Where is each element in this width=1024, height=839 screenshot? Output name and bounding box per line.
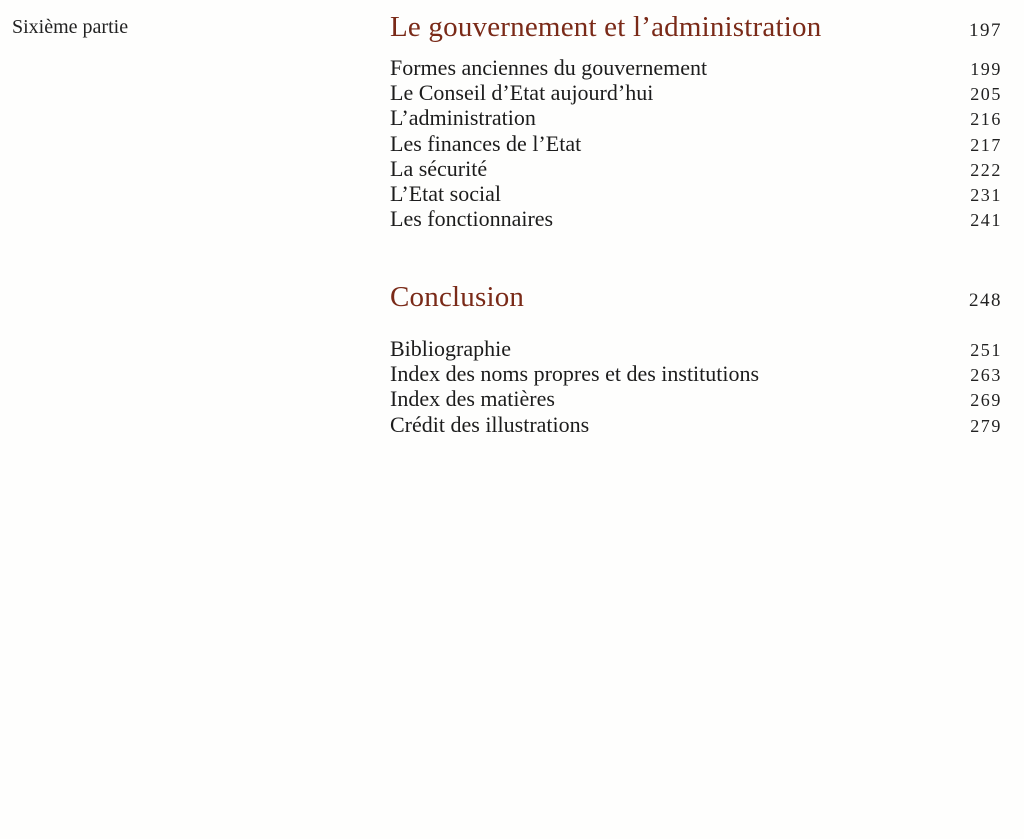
section-page-number: 197 [969,20,1002,41]
toc-entry [390,131,1002,156]
toc-entry [390,336,1002,361]
toc-entry [390,361,1002,386]
section-heading [390,10,1002,46]
toc-entry-title: La sécurité [390,155,488,181]
toc-entry-title: Le Conseil d’Etat aujourd’hui [390,80,654,106]
part-label: Sixième partie [12,16,129,38]
section-title: Conclusion [390,281,525,313]
toc-entry-page: 222 [970,159,1002,180]
toc-entry-page: 251 [970,340,1002,360]
section-heading [390,280,1002,316]
toc-entry-title: Bibliographie [390,336,511,361]
toc-entry-title: Index des matières [390,386,555,412]
toc-entry-title: Les fonctionnaires [390,206,554,232]
toc-entry [390,105,1002,130]
section-page-number: 248 [969,290,1002,311]
toc-entry [390,206,1002,231]
toc-entry-page: 269 [970,390,1002,411]
toc-entry [390,412,1002,437]
toc-entry-page: 216 [970,109,1002,130]
toc-entry-title: L’Etat social [390,180,501,206]
toc-entry-title: Les finances de l’Etat [390,130,582,156]
toc-entry-title: Formes anciennes du gouvernement [390,55,708,80]
toc-entry-title: L’administration [390,105,536,131]
section-conclusion [390,280,1002,437]
toc-entry-page: 205 [970,84,1002,105]
toc-entry-page: 217 [970,134,1002,155]
toc-entry-list [390,55,1002,231]
section-gouvernement [390,10,1002,231]
toc-entry-page: 241 [970,210,1002,231]
section-title: Le gouvernement et l’administration [390,11,822,43]
toc-entry-title: Crédit des illustrations [390,411,590,437]
toc-entry-page: 231 [970,184,1002,205]
toc-entry-page: 279 [970,415,1002,436]
toc-entry [390,156,1002,181]
toc-entry [390,181,1002,206]
toc-entry [390,55,1002,80]
toc-entry [390,386,1002,411]
toc-entry-page: 263 [970,365,1002,386]
toc-entry-list [390,336,1002,437]
toc-entry [390,80,1002,105]
toc-entry-page: 199 [970,59,1002,79]
toc-entry-title: Index des noms propres et des institutions [390,361,760,387]
